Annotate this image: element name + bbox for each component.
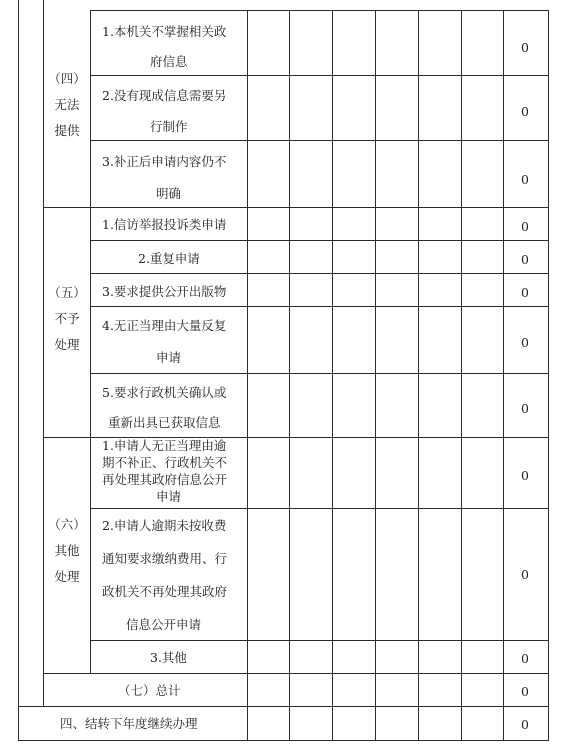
row-label: 府信息	[150, 54, 188, 69]
col-border	[503, 10, 504, 741]
row-label: 重新出具已获取信息	[108, 415, 221, 430]
total-cell: 0	[521, 252, 529, 267]
row-border	[90, 640, 548, 641]
total-cell: 0	[521, 40, 529, 55]
section-border	[18, 706, 548, 707]
col-border	[289, 10, 290, 741]
row-label: 行制作	[150, 119, 188, 134]
row-label: 政机关不再处理其政府	[102, 584, 228, 599]
section-four-label: （四） 无法 提供	[48, 71, 86, 138]
col-border	[332, 10, 333, 741]
row-label: 3.要求提供公开出版物	[102, 284, 227, 299]
total-cell: 0	[521, 401, 529, 416]
carryover-label: 四、结转下年度继续办理	[60, 716, 198, 731]
row-label: 3.补正后申请内容仍不	[102, 154, 227, 169]
row-border	[90, 240, 548, 241]
col-border	[247, 10, 248, 741]
total-cell: 0	[521, 335, 529, 350]
row-label: 期不补正、行政机关不	[102, 455, 228, 470]
carryover-total: 0	[521, 717, 529, 732]
row-border	[90, 273, 548, 274]
row-border	[90, 10, 548, 11]
row-border	[90, 306, 548, 307]
total-cell: 0	[521, 567, 529, 582]
total-cell: 0	[521, 104, 529, 119]
row-border	[90, 140, 548, 141]
col-border	[375, 10, 376, 741]
subtotal-label: （七）总计	[118, 683, 181, 698]
col-border	[461, 10, 462, 741]
row-label: 明确	[156, 186, 182, 201]
row-label: 再处理其政府信息公开	[102, 472, 228, 487]
row-label: 2.重复申请	[138, 251, 200, 266]
row-label: 申请	[156, 489, 182, 504]
row-label: 1.申请人无正当理由逾	[102, 438, 227, 453]
row-label: 2.申请人逾期未按收费	[102, 518, 227, 533]
row-border	[90, 508, 548, 509]
row-label: 1.信访举报投诉类申请	[102, 217, 227, 232]
row-label: 通知要求缴纳费用、行	[102, 551, 228, 566]
total-cell: 0	[521, 172, 529, 187]
section-border	[43, 673, 548, 674]
section-six-label: （六） 其他 处理	[48, 517, 86, 584]
total-cell: 0	[521, 219, 529, 234]
section-border	[43, 207, 548, 208]
row-border	[90, 373, 548, 374]
total-cell: 0	[521, 468, 529, 483]
total-cell: 0	[521, 285, 529, 300]
row-label: 1.本机关不掌握相关政	[102, 24, 227, 39]
row-label: 4.无正当理由大量反复	[102, 318, 227, 333]
subtotal-total: 0	[521, 684, 529, 699]
row-label: 信息公开申请	[126, 617, 202, 632]
row-border	[90, 75, 548, 76]
total-cell: 0	[521, 651, 529, 666]
row-label: 申请	[156, 350, 182, 365]
table-left-border	[18, 0, 19, 741]
row-label: 2.没有现成信息需要另	[102, 88, 227, 103]
row-label: 3.其他	[150, 650, 187, 665]
section-five-label: （五） 不予 处理	[48, 285, 86, 352]
row-label: 5.要求行政机关确认或	[102, 385, 227, 400]
col-border	[418, 10, 419, 741]
table-bottom-border	[18, 740, 548, 741]
table-right-border	[548, 10, 549, 741]
